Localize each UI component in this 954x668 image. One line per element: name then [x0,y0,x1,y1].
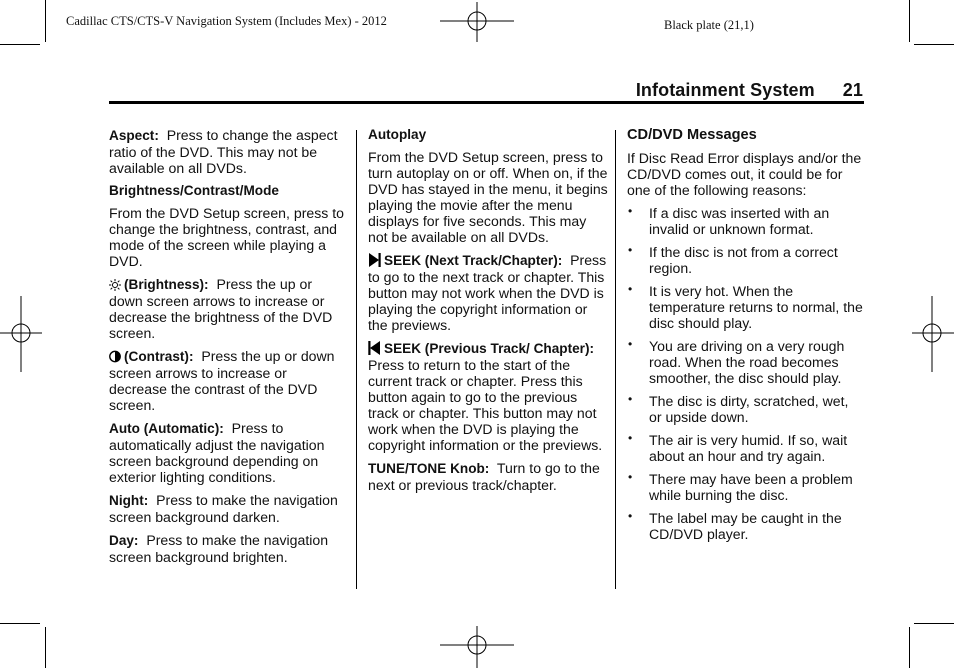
list-item-text: You are driving on a very rough road. When the road becomes smoother, the disc should play. [649,338,845,386]
brightness-label: (Brightness): [124,277,209,292]
crop-mark [45,0,46,42]
bullet-icon: • [628,204,633,218]
list-item-text: It is very hot. When the temperature returns to normal, the disc should play. [649,283,863,331]
contrast-text: Press the up or down screen arrows to increase or decrease the contrast of the DVD screen. [109,348,335,413]
crop-mark [909,0,910,42]
column-1 [109,127,345,572]
list-item-text: The air is very humid. If so, wait about an hour and try again. [649,432,848,464]
bullet-icon: • [628,392,633,406]
registration-mark-icon [0,296,42,372]
list-item-text: There may have been a problem while burning the disc. [649,471,853,503]
contrast-paragraph [109,348,345,413]
crop-mark [914,44,954,45]
column-2 [368,127,608,500]
registration-mark-icon [912,296,954,372]
list-item [627,393,864,425]
list-item [627,244,864,276]
crop-mark [0,623,40,624]
list-item-text: If the disc is not from a correct region. [649,244,838,276]
crop-mark [0,44,40,45]
tune-text: Turn to go to the next or previous track/chapter. [368,460,600,493]
bcm-intro: From the DVD Setup screen, press to change the brightness, contrast, and mode of the screen while playing a DVD. [109,205,344,269]
brightness-paragraph [109,276,345,341]
night-text: Press to make the navigation screen background darken. [109,492,338,525]
list-item-text: The disc is dirty, scratched, wet, or upside down. [649,393,849,425]
section-header [636,80,863,101]
reasons-list [627,205,864,542]
auto-label: Auto (Automatic): [109,421,224,436]
aspect-label: Aspect: [109,128,159,143]
contrast-half-circle-icon [109,350,121,363]
column-3 [627,127,864,549]
seek-next-text: Press to go to the next track or chapter. This button may not work when the DVD is playing the copyright information or the previews. [368,252,607,333]
night-paragraph [109,492,345,525]
list-item [627,283,864,331]
plate-label: Black plate (21,1) [664,18,754,32]
registration-mark-icon [440,2,516,44]
auto-paragraph [109,420,345,485]
crop-mark [914,623,954,624]
seek-prev-label: SEEK (Previous Track/ Chapter): [384,341,595,356]
auto-text: Press to automatically adjust the navigation screen background depending on exterior lighting conditions. [109,420,325,485]
section-title: Infotainment System [635,80,815,100]
aspect-paragraph [109,127,345,176]
tune-label: TUNE/TONE Knob: [368,461,490,476]
contrast-label: (Contrast): [124,349,194,364]
list-item-text: If a disc was inserted with an invalid or unknown format. [649,205,830,237]
day-paragraph [109,532,345,565]
bullet-icon: • [628,470,633,484]
list-item [627,471,864,503]
crop-mark [909,627,910,668]
bullet-icon: • [628,282,633,296]
day-text: Press to make the navigation screen background brighten. [109,532,329,565]
autoplay-text: From the DVD Setup screen, press to turn autoplay on or off. When on, if the DVD has stayed in the menu, it begins playing the movie after the menu displays for five seconds. This may not be available on all DVDs. [368,149,608,245]
list-item [627,338,864,386]
crop-mark [45,627,46,668]
page-number: 21 [842,80,863,100]
seek-prev-paragraph [368,340,608,453]
bullet-icon: • [628,431,633,445]
day-label: Day: [109,533,139,548]
list-item [627,510,864,542]
seek-next-icon [368,253,381,267]
night-label: Night: [109,493,149,508]
list-item [627,205,864,237]
sun-icon [109,279,121,291]
seek-next-paragraph [368,252,608,333]
cd-dvd-messages-heading: CD/DVD Messages [627,127,757,143]
list-item [627,432,864,464]
registration-mark-icon [440,626,516,668]
bullet-icon: • [628,337,633,351]
bullet-icon: • [628,243,633,257]
brightness-text: Press the up or down screen arrows to increase or decrease the brightness of the DVD screen. [109,276,333,341]
tune-paragraph [368,460,608,493]
autoplay-heading: Autoplay [368,127,427,142]
seek-next-label: SEEK (Next Track/Chapter): [384,253,563,268]
column-divider [615,130,616,589]
seek-previous-icon [368,341,381,355]
bullet-icon: • [628,509,633,523]
book-title: Cadillac CTS/CTS-V Navigation System (Includes Mex) - 2012 [66,14,387,28]
cd-dvd-intro: If Disc Read Error displays and/or the CD/DVD comes out, it could be for one of the following reasons: [627,150,862,198]
list-item-text: The label may be caught in the CD/DVD player. [649,510,842,542]
aspect-text: Press to change the aspect ratio of the DVD. This may not be available on all DVDs. [109,127,338,176]
bcm-heading: Brightness/Contrast/Mode [109,183,279,198]
header-rule [109,101,864,104]
seek-prev-text: Press to return to the start of the current track or chapter. Press this button again to go to the previous track or chapter. This button may not work when the DVD is playing the copyright information or the previews. [368,357,603,453]
column-divider [356,130,357,589]
